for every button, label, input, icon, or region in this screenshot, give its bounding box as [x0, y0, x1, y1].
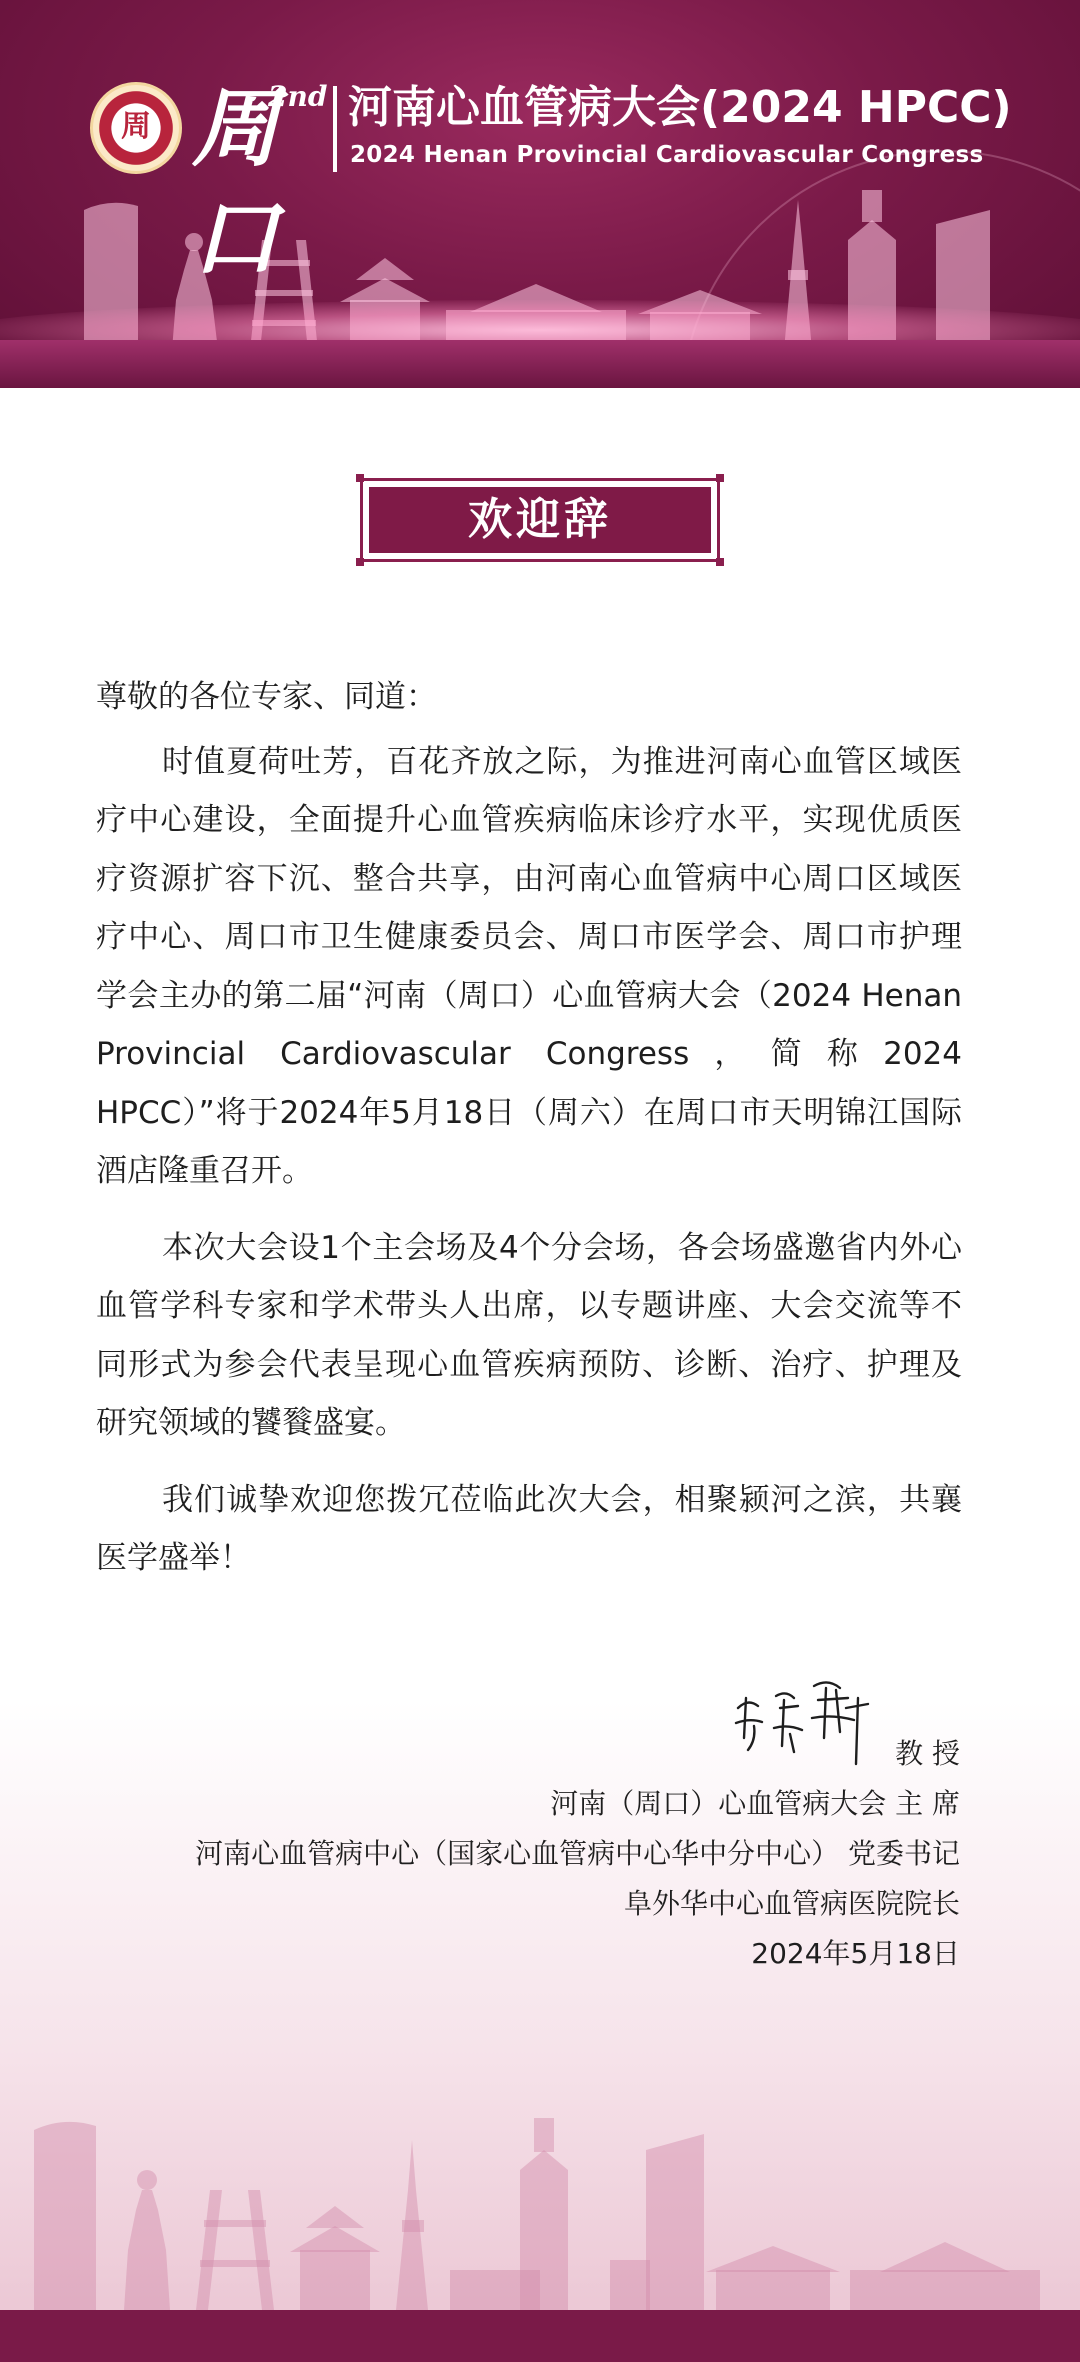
brand-divider — [333, 86, 337, 172]
brand-calligraphy: 周口 — [192, 78, 272, 289]
header-banner — [0, 0, 1080, 388]
corner-dot — [716, 474, 724, 482]
welcome-title-box — [360, 478, 720, 562]
corner-dot — [356, 558, 364, 566]
signer-role-chair: 河南（周口）心血管病大会 主 席 — [550, 1787, 960, 1820]
header-band — [0, 340, 1080, 388]
handwritten-signature — [728, 1668, 878, 1768]
paragraph-invitation: 我们诚挚欢迎您拨冗莅临此次大会，相聚颍河之滨，共襄医学盛举！ — [96, 1481, 962, 1576]
congress-logo — [90, 82, 182, 174]
congress-title-cn: 河南心血管病大会(2024 HPCC) — [348, 82, 1012, 133]
welcome-title: 欢迎辞 — [369, 487, 711, 553]
letter-body — [96, 668, 962, 1606]
logo-mark: 周 — [121, 109, 151, 144]
city-skyline-bottom — [0, 2110, 1080, 2310]
signer-role-president: 阜外华中心血管病医院院长 — [623, 1887, 960, 1920]
congress-title-en: 2024 Henan Provincial Cardiovascular Congress — [350, 142, 984, 168]
letter-date: 2024年5月18日 — [751, 1937, 960, 1970]
corner-dot — [716, 558, 724, 566]
salutation: 尊敬的各位专家、同道： — [96, 679, 437, 715]
paragraph-venues: 本次大会设1个主会场及4个分会场，各会场盛邀省内外心血管学科专家和学术带头人出席，以专题讲座、大会交流等不同形式为参会代表呈现心血管疾病预防、诊断、治疗、护理及研究领域的饕餮盛宴。 — [96, 1229, 962, 1441]
signer-role-secretary: 河南心血管病中心（国家心血管病中心华中分中心） 党委书记 — [195, 1837, 960, 1870]
corner-dot — [356, 474, 364, 482]
signer-title: 教 授 — [895, 1737, 960, 1770]
edition-superscript: 2nd — [268, 80, 328, 113]
footer-band — [0, 2310, 1080, 2362]
paragraph-intro: 时值夏荷吐芳，百花齐放之际，为推进河南心血管区域医疗中心建设，全面提升心血管疾病临床诊疗水平，实现优质医疗资源扩容下沉、整合共享，由河南心血管病中心周口区域医疗中心、周口市卫生健康委员会、周口市医学会、周口市护理学会主办的第二届“河南（周口）心血管病大会（2024 Henan Provincial Cardiovascular Congress，简称2024 HPCC）”将于2024年5月18日（周六）在周口市天明锦江国际酒店隆重召开。 — [96, 743, 962, 1189]
